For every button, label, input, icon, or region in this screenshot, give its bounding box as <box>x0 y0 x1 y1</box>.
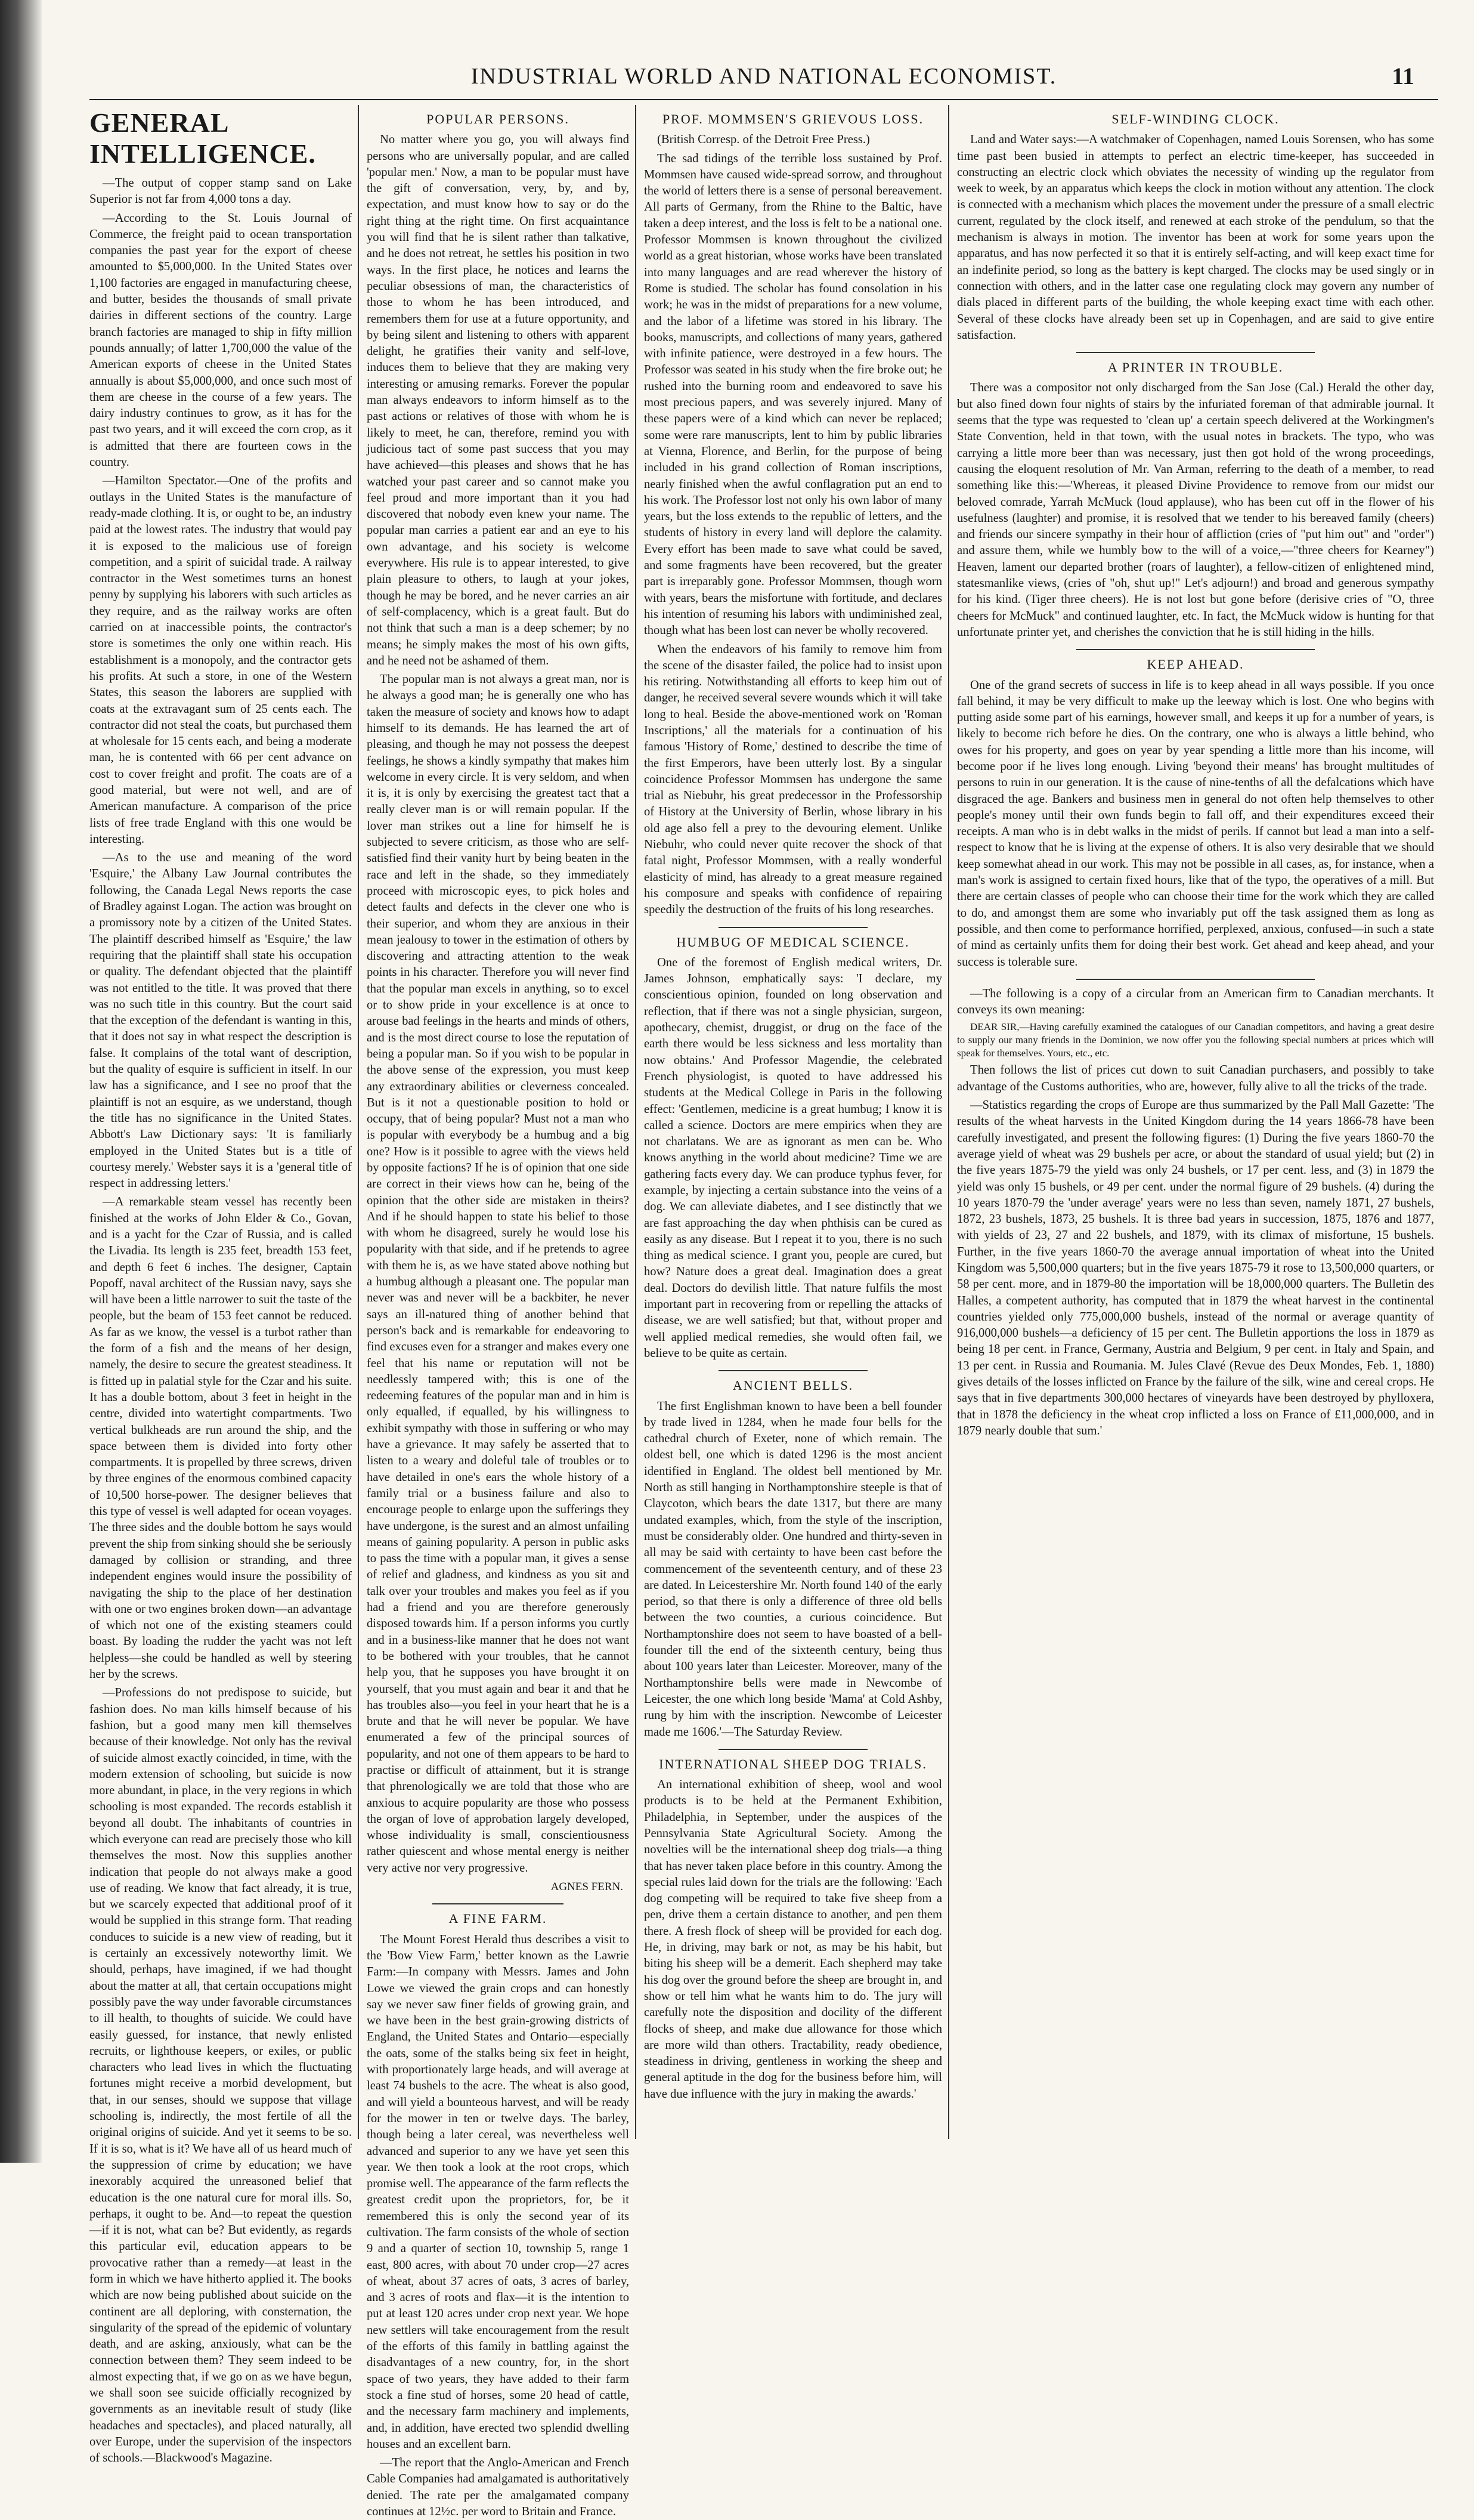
article-paragraph: —Hamilton Spectator.—One of the profits and outlays in the United States is the manufacture of ready-made clothing. It is, or ought to be, an industry paid at the lowest rates. The industry that would pay it is exposed to the malicious use of foreign competition, and a spirit of suicidal trade. A railway contractor in the West sometimes turns an honest penny by supplying his laborers with such articles as they require, and as the railway works are often carried on at inaccessible points, the contractor's store is sometimes the only one within reach. His establishment is a monopoly, and the contractor gets his profits. At such a store, in one of the Western States, this season the laborers are supplied with coats at the extravagant sum of 25 cents each. The contractor did not steal the coats, but purchased them at wholesale for 15 cents each, and being a moderate man, he is contented with 66 per cent advance on cost to cover freight and profit. The coats are of a good material, but were not well, and are of American manufacture. A comparison of the price lists of free trade England with this one would be interesting. <box>89 474 352 846</box>
article-paragraph: An international exhibition of sheep, wool and wool products is to be held at the Permanent Exhibition, Philadelphia, in September, under the auspices of the Pennsylvania State Agricultural Society. Among the novelties will be the international sheep dog trials—a thing that has never taken place before in this country. Among the special rules laid down for the trials are the following: 'Each dog competing will be required to take five sheep from a pen, drive them a certain distance to another, and pen them there. A fresh flock of sheep will be provided for each dog. He, in driving, may bark or not, as may be his habit, but biting his sheep will be a demerit. Each shepherd may take his dog over the ground before the sheep are brought in, and show or tell him what he wants him to do. The jury will carefully note the disposition and docility of the different flocks of sheep, and make due allowance for those which are more wild than others. Tractability, ready obedience, steadiness in driving, gentleness in working the sheep and general aptitude in the dog for the business before him, will have due influence with the jury in making the awards.' <box>644 1778 942 2101</box>
article-paragraph: There was a compositor not only discharged from the San Jose (Cal.) Herald the other day, but also fined down four nights of stairs by the infuriated foreman of that admirable journal. It seems that the type was requested to 'clean up' a certain speech delivered at the Workingmen's State Convention, held in that town, with the usual notes in brackets. The typo, who was carrying a little more beer than was necessary, just then got hold of the wrong proceedings, causing the eloquent resolution of Mr. Van Arman, referring to the death of a member, to read something like this:—'Whereas, it pleased Divine Providence to remove from our midst our beloved comrade, Yarrah McMuck (loud applause), who has been cut off in the flower of his usefulness (laughter) and promise, it is resolved that we tender to his bereaved family (cheers) and friends our sincere sympathy in their hour of affliction (cries of "put him out" and "order") and assure them, while we humbly bow to the will of a voice,—"three cheers for Kearney") Heaven, lament our departed brother (roars of laughter), a fellow-citizen of enlightened mind, statesmanlike views, (cries of "oh, shut up!" Let's adjourn!) and broad and generous sympathy for his kind. (Tiger three cheers). He is not lost but gone before (derisive cries of "O, three cheers for McMuck" and continued laughter, etc. In fact, the McMuck widow is hunting for that unfortunate printer yet, and cherishes the conviction that he is still hiding in the hills. <box>957 381 1434 639</box>
article-paragraph: —Statistics regarding the crops of Europe are thus summarized by the Pall Mall Gazette: 'The results of the wheat harvests in the United Kingdom during the 14 years 1866-78 have been carefully investigated, and present the following figures: (1) During the five years 1860-70 the average yield of wheat was 29 bushels per acre, or about the standard of usual yield; but (2) in the five years 1875-79 the yield was only 24 bushels, or 17 per cent. less, and (3) in 1879 the yield was only 15 bushels, or 49 per cent. under the normal figure of 29 bushels. (4) during the 10 years 1870-79 the 'under average' years were no less than seven, namely 1871, 27 bushels, 1872, 23 bushels, 1873, 25 bushels. It is three bad years in succession, 1875, 1876 and 1877, with yields of 23, 27 and 22 bushels, and 1879, with its climax of misfortune, 15 bushels. Further, in the five years 1860-70 the average annual importation of wheat into the United Kingdom was 5,500,000 quarters; but in the five years 1875-79 it rose to 13,500,000 quarters, or 58 per cent. more, and in 1879-80 the importation will be 18,000,000 quarters. The Bulletin des Halles, a competent authority, has computed that in 1879 the wheat harvest in the continental countries yielded only 775,000,000 bushels, instead of the normal or average quantity of 916,000,000 bushels—a deficiency of 15 per cent. The Bulletin apportions the loss in 1879 as being 18 per cent. in France, Germany, Austria and Belgium, 9 per cent. in Italy and Spain, and 13 per cent. in Russia and Roumania. M. Jules Clavé (Revue des Deux Mondes, Feb. 1, 1880) gives details of the losses inflicted on France by the failure of the silk, wine and cereal crops. He says that in five departments 300,000 hectares of vineyards have been destroyed by phylloxera, that in 1878 the deficiency in the wheat crop inflicted a loss on France of £11,000,000, and in 1879 nearly double that sum.' <box>957 1099 1434 1437</box>
self-winding-clock-heading: SELF-WINDING CLOCK. <box>1111 112 1280 126</box>
section-divider <box>432 1903 563 1904</box>
article-paragraph: Then follows the list of prices cut down to suit Canadian purchasers, and possibly to take advantage of the Customs authorities, who are, however, fully alive to all the tricks of the trade. <box>957 1063 1434 1093</box>
article-paragraph: Land and Water says:—A watchmaker of Copenhagen, named Louis Sorensen, who has some time past been busied in attempts to perfect an electric time-keeper, has succeeded in constructing an electric clock which obviates the necessity of winding up the regulator from week to week, by an apparatus which keeps the clock in motion without any attention. The clock is connected with a mechanism which places the movement under the pressure of a small electric current, regulated by the clock itself, and renewed at each stroke of the pendulum, so that the mechanism is always in motion. The inventor has been at work for some years upon the apparatus, and has now perfected it so that it is entirely self-acting, and will keep exact time for an indefinite period, so long as the battery is kept charged. The clocks may be used singly or in connection with others, and in the latter case one regulating clock may govern any number of dials placed in different parts of the building, the whole keeping exact time with each other. Several of these clocks have already been set up in Copenhagen, and are said to give entire satisfaction. <box>957 133 1435 342</box>
printer-in-trouble-heading: A PRINTER IN TROUBLE. <box>1107 360 1284 375</box>
article-paragraph: One of the grand secrets of success in life is to keep ahead in all ways possible. If you once fall behind, it may be very difficult to make up the leeway which is lost. One who begins with putting aside some part of his earnings, however small, and keeps it up for a number of years, is likely to become rich before he dies. On the contrary, one who is always a little behind, who owes for his property, and goes on year by year spending a little more than his income, will become poor if he lives long enough. Living 'beyond their means' has brought multitudes of persons to ruin in our generation. It is the cause of nine-tenths of all the defalcations which have disgraced the age. Bankers and business men in general do not often help themselves to other people's money until their own funds begin to fall off, and their expenditures exceed their receipts. A man who is in debt walks in the midst of perils. If cannot but lead a man into a self-respect to know that he is living at the expense of others. It is also very desirable that we should keep somewhat ahead in our work. This may not be possible in all cases, as, for instance, when a man's work is assigned to certain fixed hours, like that of the typo, the operatives of a mill. But there are certain classes of people who can choose their time for the work which they are called to do, and amongst them are some who invariably put off the task assigned them as long as possible, and then come to performance horrified, perplexed, anxious, confused—in such a state of mind as certainly unfits them for doing their best work. Get ahead and keep ahead, and your success is tolerable sure. <box>957 678 1434 969</box>
article-paragraph: The popular man is not always a great man, nor is he always a good man; he is generally one who has taken the measure of society and knows how to adapt himself to its demands. He has learned the art of pleasing, and though he may not possess the deepest feelings, he shows a kindly sympathy that makes him welcome in every circle. It is very seldom, and when it is, it is only by exercising the greatest tact that a really clever man is or will remain popular. If the lover man strikes out a line for himself he is subjected to severe criticism, as those who are self-satisfied find their vanity hurt by being beaten in the race and left in the shade, so they immediately proceed with microscopic eyes, to pick holes and detect faults and defects in the clever one who is their superior, and whom they are anxious in their mean jealousy to tower in the estimation of others by discovering and attracting attention to the weak points in his character. Therefore you will never find that the popular man excels in anything, so to excel or to show pride in your excellence is at once to arouse bad feelings in the hearts and minds of others, and is the most direct course to lose the reputation of being a popular man. So if you wish to be popular in the above sense of the expression, you must keep any extraordinary abilities or cleverness concealed. But is it not a questionable position to hold or occupy, that of being popular? Must not a man who is popular with everybody be a humbug and a big one? How is it possible to agree with the views held by opposite factions? If he is of opinion that one side are correct in their views how can he, being of the opinion that the other side are mistaken in theirs? And if he should happen to state his belief to those with whom he disagreed, surely he would lose his popularity with that side, and if he pretends to agree with them he is, as we have stated above nothing but a humbug although a pleasant one. The popular man never was and never will be a backbiter, he never says an ill-natured thing of another behind that person's back and is remarkable for endeavoring to find excuses even for a stranger and makes every one feel that his name or reputation will not be needlessly tampered with; this is one of the redeeming features of the popular man and in him is only equalled, if equalled, by his willingness to exhibit sympathy with those in suffering or who may have a grievance. It may safely be asserted that to listen to a weary and doleful tale of troubles or to have detailed in one's ears the whole history of a family trial or a business failure and also to encourage people to enlarge upon the sufferings they have undergone, is the surest and an almost unfailing means of gaining popularity. A person in public asks to pass the time with a popular man, it gives a sense of relief and gladness, and kindness as you sit and talk over your troubles and makes you feel as if you had a friend and you are therefore generously disposed towards him. If a person informs you curtly and in a business-like manner that he does not want to be bothered with your troubles, that he cannot help you, that he supposes you have brought it on yourself, that you must again and bear it and that he has troubles also—you feel in your heart that he is a brute and that he will never be popular. We have enumerated a few of the principal sources of popularity, and not one of them appears to be hard to practise or difficult of attainment, but it is strange that phrenologically we are told that those who are anxious to acquire popularity are those who possess the organ of love of approbation largely developed, whose individuality is small, conscientiousness rather quiescent and whose mental energy is neither very active nor very progressive. <box>367 673 629 1875</box>
article-paragraph: —A remarkable steam vessel has recently been finished at the works of John Elder & Co., Govan, and is a yacht for the Czar of Russia, and is called the Livadia. Its length is 235 feet, breadth 153 feet, and depth 6 feet 6 inches. The designer, Captain Popoff, naval architect of the Russian navy, says she will have been a little narrower to suit the taste of the people, but the beam of 153 feet cannot be reduced. As far as we know, the vessel is a turbot rather than the form of a fish and the means of her design, namely, the desire to secure the greatest steadiness. It is fitted up in palatial style for the Czar and his suite. It has a double bottom, about 3 feet in height in the centre, divided into watertight compartments. Two vertical bulkheads are run around the ship, and the space between them is divided into forty other compartments. It is propelled by three screws, driven by three engines of the enormous combined capacity of 10,500 horse-power. The designer believes that this type of vessel is well adapted for ocean voyages. The three sides and the double bottom he says would prevent the ship from sinking should she be seriously damaged by collision or stranding, and three independent engines would insure the possibility of navigating the ship to the place of her destination with one or two engines broken down—an advantage of which not one of the existing steamers could boast. By loading the rudder the yacht was not left helpless—she could be handled as well by steering her by the screws. <box>89 1195 352 1681</box>
section-divider <box>719 1370 868 1371</box>
fine-farm-heading: A FINE FARM. <box>448 1911 547 1927</box>
article-paragraph: The sad tidings of the terrible loss sustained by Prof. Mommsen have caused wide-spread sorrow, and throughout the world of letters there is a sense of personal bereavement. All parts of Germany, from the Rhine to the Baltic, have taken a deep interest, and the loss is felt to be a national one. Professor Mommsen is known throughout the civilized world as a great historian, whose works have been translated into many languages and are read wherever the history of Rome is studied. The scholar has found consolation in his work; he was in the midst of preparations for a new volume, and the labor of a lifetime was stored in his library. The books, manuscripts, and collections of many years, gathered with infinite patience, were destroyed in a few hours. The Professor was seated in his study when the fire broke out; he rushed into the burning room and endeavored to save his most precious papers, and was severely injured. Many of these papers were of a kind which can never be replaced; some were rare manuscripts, lent to him by public libraries at Vienna, Florence, and Berlin, for the purpose of being included in his grand collection of Roman inscriptions, nearly finished when the awful conflagration put an end to his work. The Professor lost not only his own labor of many years, but the loss extends to the republic of letters, and the students of history in every land will deplore the calamity. Every effort has been made to save what could be saved, and some fragments have been recovered, but the greater part is irreparably gone. Professor Mommsen, though worn with years, bears the misfortune with fortitude, and declares his intention of resuming his labors with undiminished zeal, though what has been lost can never be wholly recovered. <box>644 151 942 638</box>
article-paragraph: The Mount Forest Herald thus describes a visit to the 'Bow View Farm,' better known as the Lawrie Farm:—In company with Messrs. James and John Lowe we viewed the grain crops and can honestly say we never saw finer fields of growing grain, and we have been in the best grain-growing districts of England, the United States and Ontario—especially the oats, some of the stalks being six feet in height, with proportionately large heads, and will average at least 74 bushels to the acre. The wheat is also good, and will yield a bounteous harvest, and will be ready for the mower in ten or twelve days. The barley, though being a later cereal, was nevertheless well advanced and superior to any we have yet seen this year. We then took a look at the root crops, which promise well. The appearance of the farm reflects the greatest credit upon the proprietors, for, be it remembered this is only the second year of its cultivation. The farm consists of the whole of section 9 and a quarter of section 10, township 5, range 1 east, 800 acres, with about 70 under crop—27 acres of wheat, about 37 acres of oats, 3 acres of barley, and 3 acres of roots and flax—it is the intention to put at least 120 acres under crop next year. We hope new settlers will take encouragement from the result of the efforts of this family in battling against the disadvantages of a new country, for, in the short space of two years, they have added to their farm stock a fine stud of horses, some 20 head of cattle, and the necessary farm machinery and implements, and, in addition, have erected two splendid dwelling houses and an excellent barn. <box>367 1932 629 2451</box>
column-3 <box>644 105 942 2139</box>
page-header <box>89 57 1438 100</box>
section-divider <box>1076 649 1315 650</box>
column-rule <box>948 105 949 2139</box>
article-paragraph: When the endeavors of his family to remove him from the scene of the disaster failed, the police had to insist upon his retiring. Notwithstanding all efforts to keep him out of danger, he received several severe wounds which it will take long to heal. Beside the above-mentioned work on 'Roman Inscriptions,' all the materials for a continuation of his famous 'History of Rome,' destined to describe the time of the first Emperors, have been utterly lost. By a singular coincidence Professor Mommsen has undergone the same trial as Niebuhr, his great predecessor in the Professorship of History at the University of Berlin, whose library in his old age also fell a prey to the devouring element. Unlike Niebuhr, who could never quite recover the shock of that fatal night, Professor Mommsen, with a really wonderful elasticity of mind, has already to a great measure regained his composure and speaks with confidence of repairing speedily the destruction of the fruits of his long researches. <box>644 642 942 917</box>
article-paragraph: —The following is a copy of a circular from an American firm to Canadian merchants. It conveys its own meaning: <box>957 987 1434 1017</box>
sheep-dog-trials-heading: INTERNATIONAL SHEEP DOG TRIALS. <box>659 1756 927 1771</box>
article-paragraph: —The output of copper stamp sand on Lake Superior is not far from 4,000 tons a day. <box>89 177 352 206</box>
popular-persons-heading: POPULAR PERSONS. <box>426 112 569 126</box>
column-1 <box>89 105 352 2465</box>
general-intelligence-heading: GENERAL INTELLIGENCE. <box>89 107 316 169</box>
article-paragraph: —Professions do not predispose to suicide, but fashion does. No man kills himself because of his fashion, but a good many men kill themselves because of their knowledge. Not only has the revival of suicide almost exactly coincided, in time, with the modern extension of schooling, but suicide is now more abundant, in place, in the very regions in which schooling is most expanded. The records establish it beyond all doubt. The inhabitants of countries in which everyone can read are precisely those who kill themselves the most. Now this supplies another indication that people do not always make a good use of reading. We know that fact already, it is true, but we scarcely expected that additional proof of it would be supplied in this strange form. That reading conduces to suicide is a new view of reading, but it is certainly an excessively noteworthy limit. We should, perhaps, have imagined, if we had thought about the matter at all, that certain occupations might possibly pave the way under favorable circumstances to ill health, to thoughts of suicide. We could have easily guessed, for instance, that newly enlisted recruits, or lighthouse keepers, or exiles, or public characters who lead lives in which the fluctuating fortunes might receive a morbid development, but that, in our senses, should we suppose that village schooling is, indirectly, the most fertile of all the original origins of suicide. And yet it seems to be so. If it is so, what is it? We have all of us heard much of the suppression of crime by education; we have inexorably acquired the unreasoned belief that education is the one natural cure for moral ills. So, perhaps, it ought to be. And—to repeat the question—if it is not, what can be? But evidently, as regards this particular evil, education appears to be provocative rather than a remedy—at least in the form in which we have hitherto applied it. The books which are now being published about suicide on the continent are all deploring, with consternation, the singularity of the spread of the epidemic of voluntary death, and are asking, anxiously, what can be the connection between them? They seem indeed to be almost expecting that, if we go on as we have begun, we shall soon see suicide officially recognized by governments as an inevitable result of study (like headaches and spectacles), and placed naturally, all over Europe, under the supervision of the inspectors of schools.—Blackwood's Magazine. <box>89 1686 352 2465</box>
column-rule <box>358 105 359 2139</box>
article-paragraph: (British Corresp. of the Detroit Free Press.) <box>657 133 870 147</box>
scan-edge-shadow <box>0 0 42 2163</box>
section-divider <box>1076 352 1315 353</box>
article-signature: AGNES FERN. <box>550 1881 623 1894</box>
article-paragraph: One of the foremost of English medical writers, Dr. James Johnson, emphatically says: 'I declare, my conscientious opinion, founded on long observation and reflection, that if there was not a single physician, surgeon, apothecary, chemist, druggist, or drug on the face of the earth there would be less sickness and less mortality than now obtains.' And Professor Magendie, the celebrated French physiologist, is quoted to have addressed his students at the Medical College in Paris in the following effect: 'Gentlemen, medicine is a great humbug; I know it is called a science. Doctors are mere empirics when they are not charlatans. We are as ignorant as men can be. Who knows anything in the world about medicine? Time we are gathering facts every day. We can produce typhus fever, for example, by injecting a certain substance into the veins of a dog. We can alleviate diabetes, and I see distinctly that we are fast approaching the day when phthisis can be cured as easily as any disease. But I repeat it to you, there is no such thing as medical science. I grant you, people are cured, but how? Nature does a great deal. Imagination does a great deal. Doctors do devilish little. That nature fulfils the most important part in recovering from or repelling the attacks of disease, we are well satisfied; but that, without proper and well applied medical remedies, she would often fail, we believe to be quite as certain. <box>644 956 942 1360</box>
publication-title: INDUSTRIAL WORLD AND NATIONAL ECONOMIST. <box>470 64 1057 89</box>
keep-ahead-heading: KEEP AHEAD. <box>1147 657 1244 672</box>
column-rule <box>635 105 636 2139</box>
ancient-bells-heading: ANCIENT BELLS. <box>732 1378 854 1393</box>
article-paragraph: —According to the St. Louis Journal of Commerce, the freight paid to ocean transportation companies the past year for the export of cheese amounted to $5,000,000. In the United States over 1,100 factories are engaged in manufacturing cheese, and butter, besides the thousands of small private dairies in different sections of the country. Large branch factories are managed to ship in fifty million pounds annually; of latter 1,700,000 the value of the American exports of cheese in the United States annually is about $5,000,000, and once such most of them are cheese in the course of a few years. The dairy industry continues to grow, as it has for the past two years, and it will exceed the corn crop, as it is admitted that there are fourteen cows in the country. <box>89 211 352 469</box>
article-paragraph: The first Englishman known to have been a bell founder by trade lived in 1284, when he made four bells for the cathedral church of Exeter, none of which remain. The oldest bell, one which is dated 1296 is the most ancient identified in England. The oldest bell mentioned by Mr. North as still hanging in Northamptonshire steeple is that of Claycoton, which bears the date 1317, but there are many undated examples, which, from the style of the inscription, must be considerably older. One hundred and thirty-seven in all may be said with certainty to have been cast before the commencement of the seventeenth century, and of these 23 are dated. In Leicestershire Mr. North found 140 of the early period, so that there is only a difference of three old bells between the two counties, a curious coincidence. But Northamptonshire does not seem to have boasted of a bell-founder till the end of the sixteenth century, being thus about 100 years later than Leicester. Moreover, many of the Northamptonshire bells were made in Newcombe of Leicester, the one which long beside 'Mama' at Cold Ashby, rung by him with the inscription. Newcombe of Leicester made me 1606.'—The Saturday Review. <box>644 1399 942 1739</box>
circular-text: DEAR SIR,—Having carefully examined the catalogues of our Canadian competitors, and having a great desire to supply our many friends in the Dominion, we now offer you the following special numbers at prices which will speak for themselves. Yours, etc., etc. <box>957 1021 1434 1059</box>
article-paragraph: —The report that the Anglo-American and French Cable Companies had amalgamated is authoritatively denied. The rate per the amalgamated company continues at 12½c. per word to Britain and France. <box>367 2456 629 2519</box>
article-paragraph: —As to the use and meaning of the word 'Esquire,' the Albany Law Journal contributes the following, the Canada Legal News reports the case of Bradley against Logan. The action was brought on a promissory note by a citizen of the United States. The plaintiff described himself as 'Esquire,' the law requiring that the plaintiff shall state his occupation or quality. The defendant objected that the plaintiff was not entitled to the title. It was proved that there was no such title in this country. But the court said that the exception of the defendant is wanting in this, that it does not say in what respect the description is false. It complains of the total want of description, but the quality of esquire is sufficient in itself. In our law has a significance, and I see no proof that the plaintiff is not an esquire, as we understand, though the title has no significance in the United States. Abbott's Law Dictionary says: 'It is familiarly employed in the United States but is a title of courtesy merely.' Webster says it is a 'general title of respect in addressing letters.' <box>89 851 352 1191</box>
section-divider <box>719 927 868 928</box>
article-paragraph: No matter where you go, you will always find persons who are universally popular, and are called 'popular men.' Now, a man to be popular must have the gift of conversation, very, by, and by, expectation, and must know how to say or do the right thing at the right time. On first acquaintance you will find that he is silent rather than talkative, and he does not retreat, he settles his position in two ways. In the first place, he notices and learns the peculiar obsessions of man, the characteristics of those to whom he has been introduced, and remembers them for use at a future opportunity, and by being silent and listening to others with apparent delight, he gratifies their vanity and self-love, induces them to believe that they are making very interesting or amusing remarks. Forever the popular man always endeavors to inform himself as to the past actions or relatives of those with whom he is likely to meet, he can, therefore, remind you with judicious tact of some past success that you may have achieved—this pleases and shows that he has watched your past career and so cannot make you feel proud and more important than it you had discovered that nobody even knew your name. The popular man carries a patient ear and an eye to his own advantage, and his society is welcome everywhere. His rule is to appear interested, to give plain pleasure to others, to laugh at your jokes, though he may be bored, and he never carries an air of self-complacency, which is a great fault. But do not think that such a man is a deep schemer; by no means; he simply makes the most of his own gifts, and he need not be ashamed of them. <box>367 133 629 667</box>
column-2 <box>367 105 629 2519</box>
column-4 <box>957 105 1434 2139</box>
section-divider <box>719 1749 868 1750</box>
mommsen-heading: PROF. MOMMSEN'S GRIEVOUS LOSS. <box>662 112 924 126</box>
section-divider <box>1076 979 1315 980</box>
humbug-medical-heading: HUMBUG OF MEDICAL SCIENCE. <box>676 934 910 950</box>
page-number: 11 <box>1392 63 1414 89</box>
